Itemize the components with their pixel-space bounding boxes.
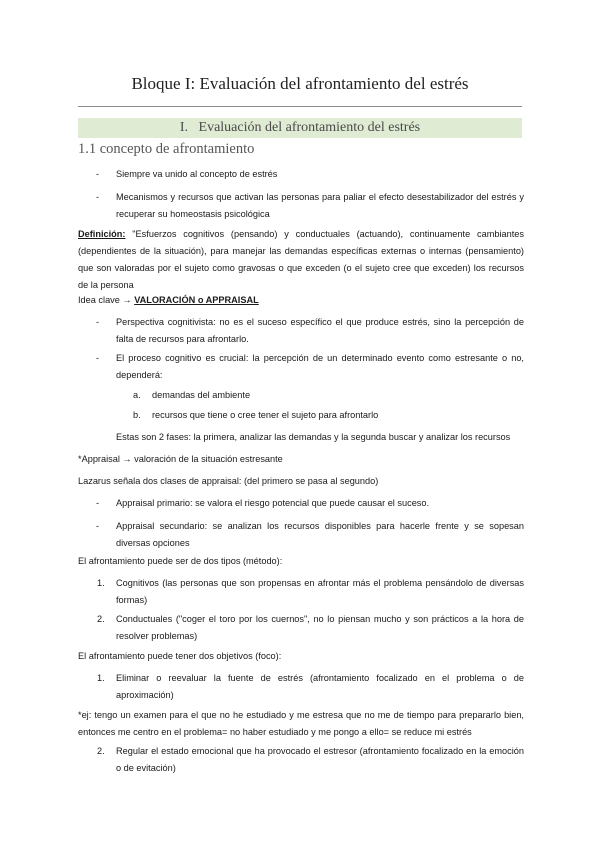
- section-text: Evaluación del afrontamiento del estrés: [198, 120, 421, 135]
- page-title: Bloque I: Evaluación del afrontamiento del estrés: [131, 74, 469, 93]
- list-marker: a.: [133, 390, 141, 400]
- numbered-item: Eliminar o reevaluar la fuente de estrés (afrontamiento focalizado en el problema o de aproximación): [116, 673, 524, 700]
- key-idea-prefix: Idea clave →: [78, 295, 135, 305]
- bullet-item: Appraisal primario: se valora el riesgo potencial que puede causar el suceso.: [116, 498, 430, 508]
- section-heading: [78, 118, 522, 138]
- bullet-item: Appraisal secundario: se analizan los recursos disponibles para hacerle frente y se sopesan diversas opciones: [116, 521, 524, 548]
- bullet-item: Siempre va unido al concepto de estrés: [116, 169, 278, 179]
- section-number: I.: [179, 120, 189, 135]
- numbered-item: Cognitivos (las personas que son propensas en afrontar más el problema pensándolo de diversas formas): [116, 578, 524, 605]
- bullet-marker: -: [96, 317, 100, 327]
- list-marker: b.: [133, 410, 141, 420]
- subsection-heading: 1.1 concepto de afrontamiento: [78, 141, 255, 157]
- sub-list-item: demandas del ambiente: [152, 390, 251, 400]
- appraisal-note: *Appraisal → valoración de la situación estresante: [78, 454, 283, 464]
- bullet-marker: -: [96, 521, 100, 531]
- list-marker: 1.: [97, 578, 105, 588]
- sub-list-item: recursos que tiene o cree tener el sujeto para afrontarlo: [152, 410, 379, 420]
- bullet-item: Perspectiva cognitivista: no es el suceso específico el que produce estrés, sino la percepción de falta de recursos para afrontarlo.: [116, 317, 524, 344]
- definition-label: Definición:: [78, 229, 126, 239]
- types-intro: El afrontamiento puede ser de dos tipos (método):: [78, 556, 283, 566]
- definition-text: "Esfuerzos cognitivos (pensando) y conductuales (actuando), continuamente cambiantes (dependientes de la situación), para manejar las demandas específicas externas o internas (pensamiento) que son valoradas por el sujeto como gravosas o que exceden (o el sujeto cree que exceden) los recursos de la persona: [78, 229, 524, 290]
- list-marker: 2.: [97, 746, 105, 756]
- bullet-item: El proceso cognitivo es crucial: la percepción de un determinado evento como estresante o no, dependerá:: [116, 353, 524, 380]
- key-idea-term: VALORACIÓN o APPRAISAL: [134, 295, 259, 305]
- numbered-item: Regular el estado emocional que ha provocado el estresor (afrontamiento focalizado en la emoción o de evitación): [116, 746, 524, 773]
- bullet-marker: -: [96, 498, 100, 508]
- key-idea: [78, 292, 259, 309]
- definition-paragraph: [78, 226, 524, 294]
- two-phases-text: Estas son 2 fases: la primera, analizar las demandas y la segunda buscar y analizar los recursos: [116, 432, 511, 442]
- list-marker: 2.: [97, 614, 105, 624]
- bullet-marker: -: [96, 353, 100, 363]
- list-marker: 1.: [97, 673, 105, 683]
- title-rule: [78, 106, 522, 107]
- bullet-item: Mecanismos y recursos que activan las personas para paliar el efecto desestabilizador del estrés y recuperar su homeostasis psicológica: [116, 192, 524, 219]
- bullet-marker: -: [96, 169, 100, 179]
- lazarus-text: Lazarus señala dos clases de appraisal: (del primero se pasa al segundo): [78, 476, 379, 486]
- objectives-intro: El afrontamiento puede tener dos objetivos (foco):: [78, 651, 282, 661]
- numbered-item: Conductuales ("coger el toro por los cuernos", no lo piensan mucho y son prácticos a la hora de resolver problemas): [116, 614, 524, 641]
- bullet-marker: -: [96, 192, 100, 202]
- example-text: *ej: tengo un examen para el que no he estudiado y me estresa que no me de tiempo para prepararlo bien, entonces me centro en el problema= no haber estudiado y me pongo a ello= se reduce mi estrés: [78, 710, 524, 737]
